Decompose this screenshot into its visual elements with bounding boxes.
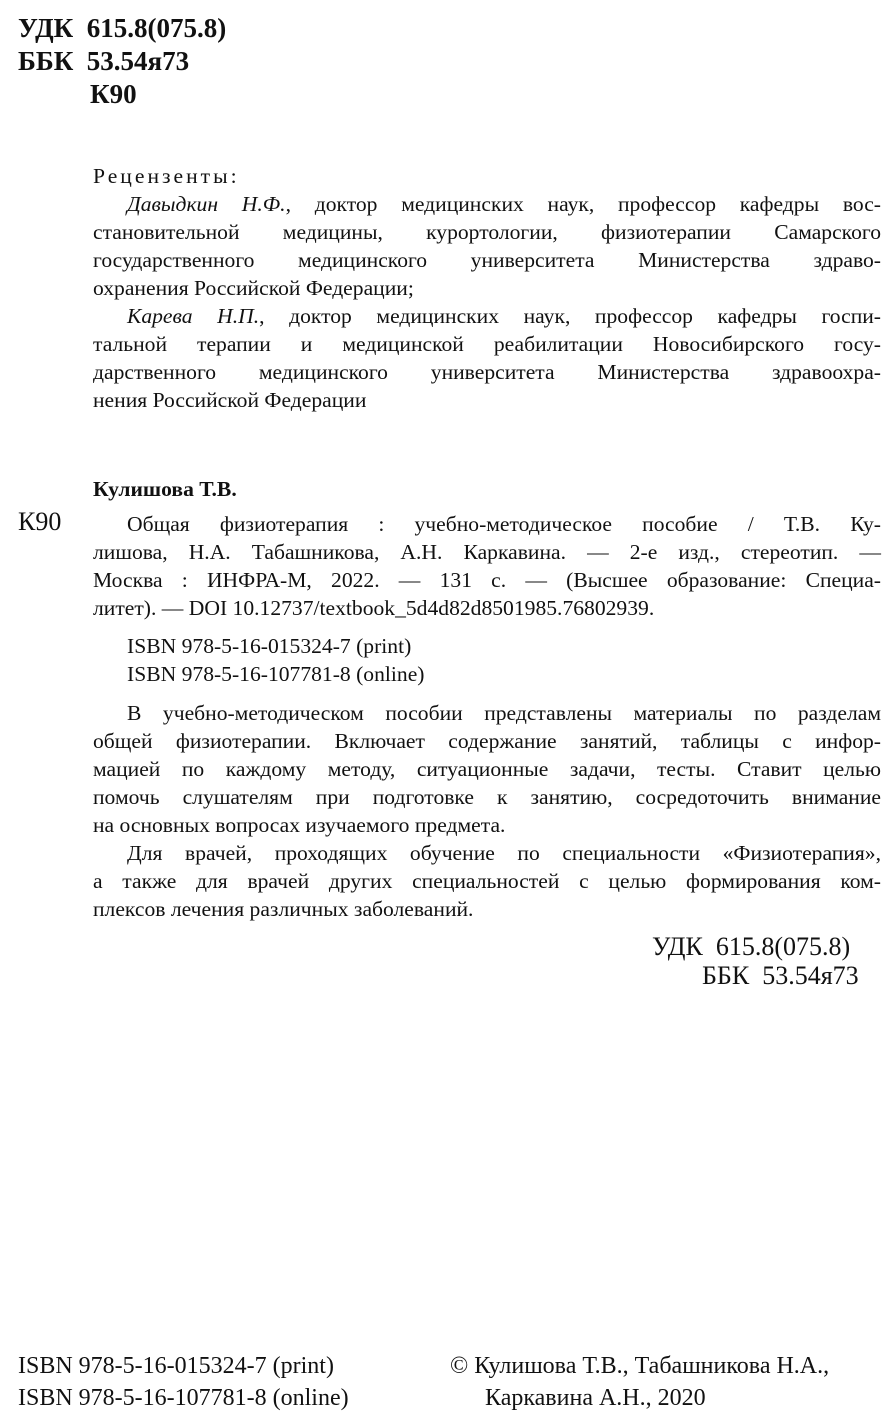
classification-codes <box>18 12 226 111</box>
bib-isbn-online: ISBN 978-5-16-107781-8 (online) <box>127 662 425 686</box>
annotation <box>93 699 881 923</box>
reviewer-2-line-4: нения Российской Федерации <box>93 388 367 412</box>
annotation-p2-line-3: плексов лечения различных заболеваний. <box>93 897 474 921</box>
bib-description <box>93 510 881 622</box>
annotation-p2-line-2: а также для врачей других специальностей с целью формирования ком- <box>93 869 881 893</box>
bib-line-1: Общая физиотерапия : учебно-методическое пособие / Т.В. Ку- <box>127 512 881 536</box>
author-mark: К90 <box>90 79 137 109</box>
reviewer-2-name: Карева Н.П. <box>127 304 260 328</box>
annotation-p1-line-4: помочь слушателям при подготовке к занятию, сосредоточить внимание <box>93 785 881 809</box>
bbk-code: ББК 53.54я73 <box>18 46 190 76</box>
reviewer-2-line-2: тальной терапии и медицинской реабилитации Новосибирского госу- <box>93 332 881 356</box>
annotation-p2-line-1: Для врачей, проходящих обучение по специальности «Физиотерапия», <box>127 841 881 865</box>
footer-copyright <box>450 1350 885 1414</box>
bib-isbn <box>93 632 881 688</box>
reviewer-1-name: Давыдкин Н.Ф. <box>127 192 286 216</box>
annotation-p1-line-1: В учебно-методическом пособии представлены материалы по разделам <box>127 701 881 725</box>
bbk-code-right: ББК 53.54я73 <box>702 961 859 990</box>
bib-isbn-print: ISBN 978-5-16-015324-7 (print) <box>127 634 412 658</box>
copyright-line-1: © Кулишова Т.В., Табашникова Н.А., <box>450 1353 830 1379</box>
bib-line-3: Москва : ИНФРА-М, 2022. — 131 с. — (Высшее образование: Специа- <box>93 568 881 592</box>
reviewer-2-line-1: Карева Н.П., доктор медицинских наук, профессор кафедры госпи- <box>127 304 881 328</box>
codes-right <box>600 932 880 990</box>
copyright-line-2: Каркавина А.Н., 2020 <box>485 1385 706 1411</box>
reviewers-title: Рецензенты: <box>93 164 240 188</box>
udk-code-right: УДК 615.8(075.8) <box>652 932 851 961</box>
footer-isbn-print: ISBN 978-5-16-015324-7 (print) <box>18 1353 334 1379</box>
reviewer-1-line-2: становительной медицины, курортологии, физиотерапии Самарского <box>93 220 881 244</box>
bib-line-2: лишова, Н.А. Табашникова, А.Н. Каркавина. — 2-е изд., стереотип. — <box>93 540 881 564</box>
reviewer-1-line-3: государственного медицинского университета Министерства здраво- <box>93 248 881 272</box>
bib-mark: К90 <box>18 507 62 536</box>
reviewer-1-line-1: Давыдкин Н.Ф., доктор медицинских наук, профессор кафедры вос- <box>127 192 882 216</box>
footer-isbn-online: ISBN 978-5-16-107781-8 (online) <box>18 1385 349 1411</box>
reviewer-2-line-3: дарственного медицинского университета Министерства здравоохра- <box>93 360 881 384</box>
reviewers-section <box>93 162 881 414</box>
bib-line-4: литет). — DOI 10.12737/textbook_5d4d82d8501985.76802939. <box>93 596 655 620</box>
annotation-p1-line-5: на основных вопросах изучаемого предмета. <box>93 813 506 837</box>
reviewer-1-line-4: охранения Российской Федерации; <box>93 276 414 300</box>
annotation-p1-line-3: мацией по каждому методу, ситуационные задачи, тесты. Ставит целью <box>93 757 881 781</box>
udk-code: УДК 615.8(075.8) <box>18 13 227 43</box>
footer-isbn <box>18 1350 349 1414</box>
annotation-p1-line-2: общей физиотерапии. Включает содержание занятий, таблицы с инфор- <box>93 729 881 753</box>
bib-author: Кулишова Т.В. <box>93 477 237 501</box>
